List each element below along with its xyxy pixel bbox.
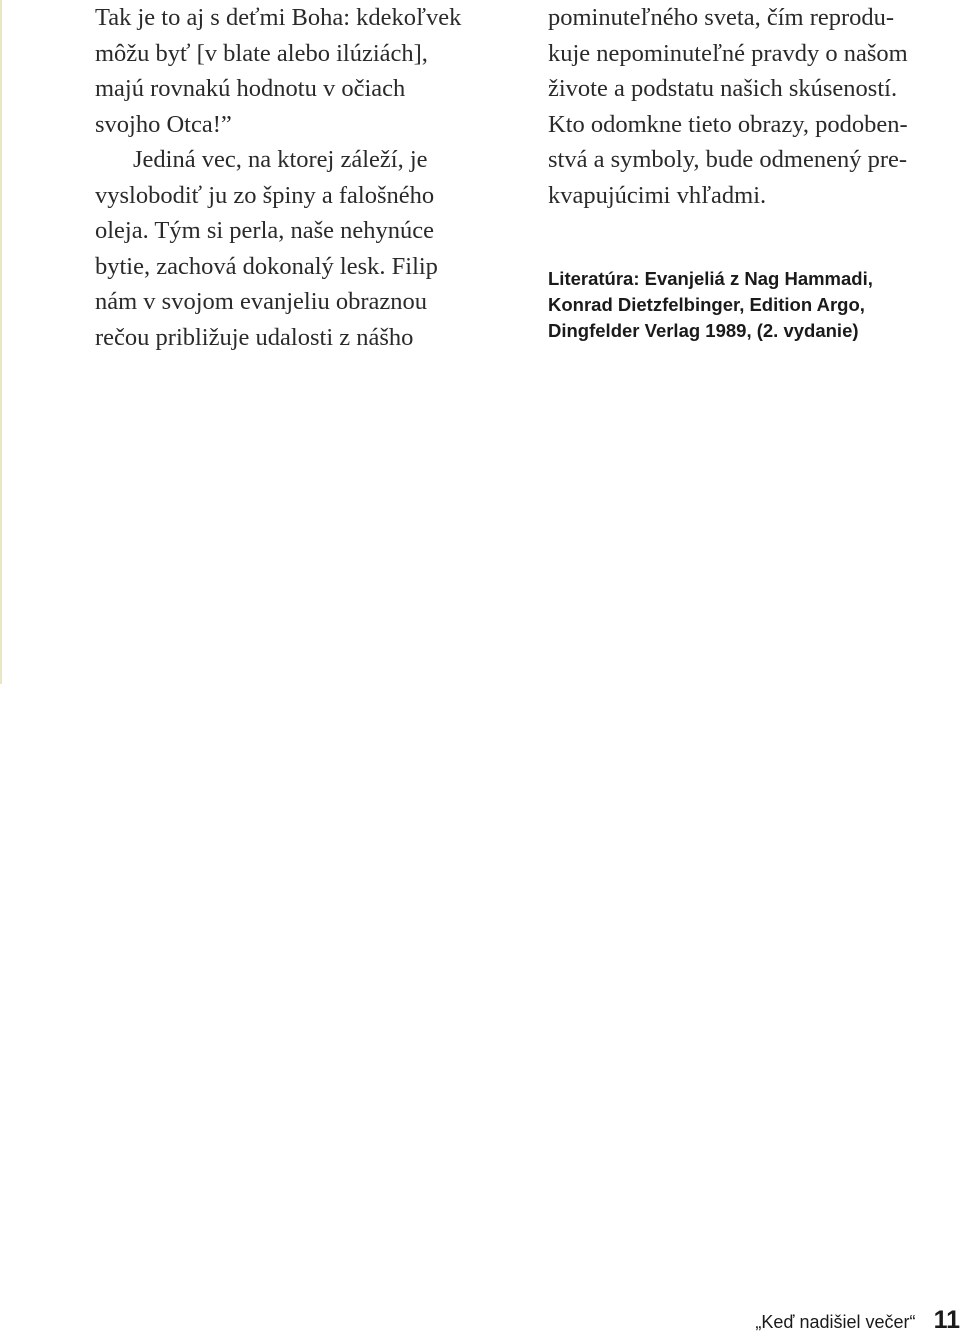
paragraph-line: oleja. Tým si perla, naše nehynúce [95, 217, 435, 244]
paragraph-line: Kto odomkne tieto obrazy, podoben- [548, 110, 908, 138]
literature-line: Literatúra: Evanjeliá z Nag Hammadi, [548, 268, 873, 289]
paragraph-line: Tak je to aj s deťmi Boha: kdekoľvek [95, 4, 462, 31]
right-text-column [548, 0, 958, 213]
page-number: 11 [933, 1306, 960, 1334]
paragraph-line: kvapujúcimi vhľadmi. [548, 181, 767, 209]
paragraph-line: kuje nepominuteľné pravdy o našom [548, 39, 908, 67]
paragraph-line: môžu byť [v blate alebo ilúziách], [95, 39, 428, 67]
literature-reference [548, 266, 958, 344]
paragraph-line: pominuteľného sveta, čím reprodu- [548, 4, 895, 31]
page-footer [755, 1306, 960, 1336]
paragraph-line: nám v svojom evanjeliu obraznou [95, 288, 428, 315]
paragraph-line: bytie, zachová dokonalý lesk. Filip [95, 252, 438, 280]
paragraph-line: svojho Otca!” [95, 110, 232, 138]
literature-line: Konrad Dietzfelbinger, Edition Argo, [548, 294, 865, 315]
paragraph-line: Jediná vec, na ktorej záleží, je [133, 146, 428, 173]
paragraph-line: vyslobodiť ju zo špiny a falošného [95, 181, 435, 209]
paragraph-line: stvá a symboly, bude odmenený pre- [548, 146, 908, 173]
literature-line: Dingfelder Verlag 1989, (2. vydanie) [548, 320, 859, 341]
paragraph-line: majú rovnakú hodnotu v očiach [95, 75, 406, 102]
left-text-column [95, 0, 515, 355]
paragraph-line: živote a podstatu našich skúseností. [548, 75, 898, 102]
paragraph-line: rečou približuje udalosti z nášho [95, 323, 414, 351]
page-edge-line [0, 0, 2, 684]
publication-title: „Keď nadišiel večer“ [755, 1312, 916, 1332]
